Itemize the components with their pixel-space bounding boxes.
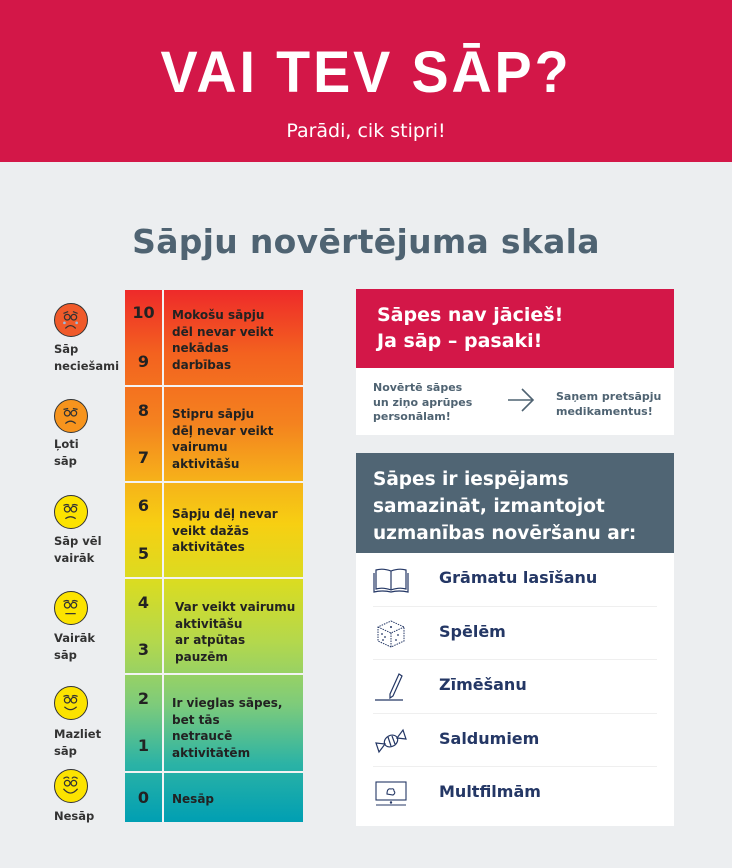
list-item-label: Zīmēšanu: [439, 675, 527, 694]
scale-number: 3: [137, 640, 150, 659]
scale-number: 5: [137, 544, 150, 563]
very-sad-face-icon: [54, 399, 88, 433]
face-label: Mazliet: [54, 727, 102, 741]
step-assess-text: Novērtē sāpes un ziņo aprūpes personālam!: [373, 381, 473, 423]
list-item: [373, 714, 657, 768]
scale-segment-10-9: [125, 290, 303, 385]
info-card-title: Sāpes nav jācieš! Ja sāp – pasaki!: [356, 289, 674, 368]
list-item: [373, 767, 657, 821]
book-icon: [373, 565, 409, 595]
face-label: Ļoti: [54, 437, 79, 451]
slight-smile-face-icon: [54, 686, 88, 720]
sad-face-icon: [54, 495, 88, 529]
scale-description: Nesāp: [172, 792, 215, 806]
scale-title: Sāpju novērtējuma skala: [132, 222, 600, 261]
happy-face-icon: [54, 769, 88, 803]
info-card: [356, 289, 674, 435]
face-label: sāp: [54, 648, 77, 662]
list-item-label: Multfilmām: [439, 782, 541, 801]
scale-number: 9: [137, 352, 150, 371]
scale-segment-0: [125, 771, 303, 822]
scale-description: Var veikt vairumu aktivitāšu ar atpūtas pauzēm: [175, 600, 296, 664]
face-label: sāp: [54, 454, 77, 468]
scale-number: 4: [137, 593, 150, 612]
face-label: Vairāk: [54, 631, 96, 645]
face-label: neciešami: [54, 359, 120, 373]
dice-icon: [373, 619, 409, 649]
list-item: [373, 660, 657, 714]
scale-number: 2: [137, 689, 150, 708]
list-item: [373, 553, 657, 607]
crying-face-icon: [54, 303, 88, 337]
scale-description: Sāpju dēļ nevar veikt dažās aktivitātes: [172, 507, 278, 554]
face-label: vairāk: [54, 551, 95, 565]
face-label: sāp: [54, 744, 77, 758]
info-card-steps: [356, 368, 674, 435]
scale-number: 8: [137, 401, 150, 420]
scale-segment-6-5: [125, 481, 303, 577]
scale-description: Stipru sāpju dēļ nevar veikt vairumu aktivitāšu: [172, 407, 274, 471]
distraction-card: [356, 453, 674, 826]
neutral-face-icon: [54, 591, 88, 625]
scale-description: Mokošu sāpju dēl nevar veikt nekādas darbības: [172, 308, 274, 372]
step-receive-text: Saņem pretsāpju medikamentus!: [556, 390, 662, 418]
distraction-list: [356, 553, 674, 821]
header-banner: [0, 0, 732, 162]
distraction-card-title: Sāpes ir iespējams samazināt, izmantojot uzmanības novēršanu ar:: [356, 453, 674, 553]
list-item-label: Grāmatu lasīšanu: [439, 568, 598, 587]
page-title: VAI TEV SĀP?: [160, 40, 572, 105]
scale-description: Ir vieglas sāpes, bet tās netraucē aktivitātēm: [172, 696, 283, 760]
scale-segment-2-1: [125, 673, 303, 771]
scale-segment-4-3: [125, 577, 303, 673]
list-item: [373, 607, 657, 661]
pencil-icon: [373, 672, 409, 702]
list-item-label: Spēlēm: [439, 621, 506, 641]
scale-number: 0: [137, 788, 150, 807]
list-item-label: Saldumiem: [439, 728, 540, 748]
face-label: Nesāp: [54, 809, 95, 823]
tv-cartoon-icon: [373, 779, 409, 809]
face-label: Sāp: [54, 342, 79, 356]
scale-number: 10: [132, 303, 155, 322]
page-subtitle: Parādi, cik stipri!: [286, 120, 446, 142]
scale-number: 6: [137, 496, 150, 515]
face-label: Sāp vēl: [54, 534, 102, 548]
arrow-right-icon: [506, 385, 536, 415]
scale-number: 7: [137, 448, 150, 467]
scale-segment-8-7: [125, 385, 303, 481]
scale-number: 1: [137, 736, 150, 755]
candy-icon: [373, 726, 409, 756]
pain-scale: [125, 290, 303, 822]
